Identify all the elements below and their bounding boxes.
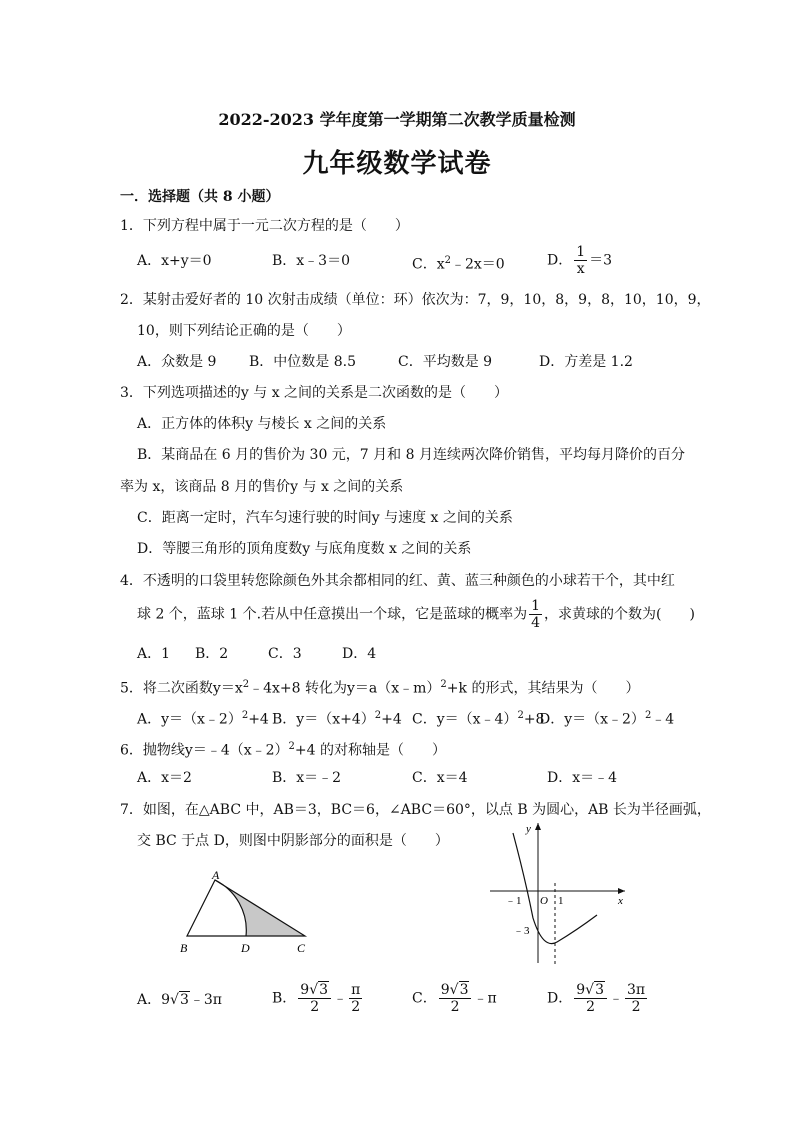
q1-c-pre: C．x	[412, 256, 445, 273]
q2-option-d: D．方差是 1.2	[539, 354, 633, 370]
q4-fraction	[529, 598, 542, 631]
q7-c-den: 2	[450, 999, 460, 1015]
q4-option-c: C．3	[268, 646, 302, 662]
q3-option-a: A．正方体的体积y 与棱长 x 之间的关系	[137, 416, 387, 432]
q7-b-pi-num: π	[351, 982, 361, 998]
q2-option-b: B．中位数是 8.5	[249, 354, 357, 370]
q5-option-b	[272, 707, 402, 729]
section-heading: 一．选择题（共 8 小题）	[120, 189, 280, 205]
question-3-stem: 3．下列选项描述的y 与 x 之间的关系是二次函数的是（ ）	[120, 385, 509, 401]
y-axis-arrow	[535, 823, 541, 830]
q7-option-d	[547, 982, 649, 1015]
q7-b-num-pre: 9	[300, 982, 310, 998]
label-origin: O	[540, 895, 548, 907]
q6-option-b: B．x＝﹣2	[272, 770, 342, 786]
q1-option-d	[547, 244, 612, 277]
q4-option-b: B．2	[195, 646, 229, 662]
exam-title: 九年级数学试卷	[302, 149, 492, 179]
q5-stem-c: +k 的形式，其结果为（ ）	[446, 680, 640, 697]
q7-b-frac2	[349, 982, 362, 1015]
q5-b-pre: B．y＝（x+4）	[272, 711, 375, 728]
q5-c-sup: 2	[517, 710, 524, 721]
q7-b-num: 9√3	[298, 982, 331, 999]
q1-d-post: ＝3	[589, 252, 613, 269]
q7-d-pre: D．	[547, 990, 573, 1007]
q7-b-num-rad: 3	[319, 982, 329, 998]
q7-d-frac1	[574, 982, 607, 1015]
q7-option-c	[412, 982, 497, 1015]
q6-stem-pre: 6．抛物线y＝﹣4（x﹣2）	[120, 742, 289, 759]
q7-d-pi-den: 2	[631, 999, 641, 1015]
q7-d-frac2	[625, 982, 647, 1015]
q7-a-radicand: 3	[179, 992, 189, 1008]
q6-option-d: D．x＝﹣4	[547, 770, 618, 786]
q7-d-num: 9√3	[574, 982, 607, 999]
q7-a-sqrt-sign: √	[170, 992, 179, 1008]
q1-c-sup: 2	[444, 255, 451, 266]
q1-d-num: 1	[576, 244, 586, 260]
label-one: 1	[558, 895, 564, 907]
q5-stem-sup2: 2	[440, 679, 447, 690]
q6-stem-sup: 2	[288, 741, 295, 752]
q5-option-a	[137, 707, 269, 729]
q3-option-c: C．距离一定时，汽车匀速行驶的时间y 与速度 x 之间的关系	[137, 510, 513, 526]
q5-d-post: ﹣4	[651, 711, 675, 728]
q3-option-b-line1: B．某商品在 6 月的售价为 30 元，7 月和 8 月连续两次降价销售，平均每月降价的百分	[137, 447, 685, 463]
label-c: C	[297, 941, 306, 955]
q1-d-den: x	[576, 261, 585, 277]
q2-option-a: A．众数是 9	[137, 354, 217, 370]
question-7-stem-line2: 交 BC 于点 D，则图中阴影部分的面积是（ ）	[137, 833, 449, 849]
question-2-stem-line1: 2．某射击爱好者的 10 次射击成绩（单位：环）依次为：7，9，10，8，9，8，10，10，9，	[120, 292, 711, 308]
q1-option-c	[412, 252, 505, 274]
parabola-graph	[485, 818, 635, 968]
q5-option-d	[539, 707, 674, 729]
q1-option-a: A．x+y＝0	[137, 253, 212, 269]
q5-a-pre: A．y＝（x﹣2）	[137, 711, 242, 728]
q5-b-sup: 2	[374, 710, 382, 721]
q4-option-a: A．1	[137, 646, 171, 662]
q7-a-post: ﹣3π	[189, 992, 222, 1008]
q5-c-pre: C．y＝（x﹣4）	[412, 711, 518, 728]
triangle-figure	[175, 870, 320, 960]
q3-option-b-line2: 率为 x，该商品 8 月的售价y 与 x 之间的关系	[120, 479, 404, 495]
q7-c-post: ﹣π	[473, 990, 497, 1007]
q3-option-d: D．等腰三角形的顶角度数y 与底角度数 x 之间的关系	[137, 541, 472, 557]
label-x-axis: x	[618, 895, 623, 907]
q7-c-num-rad: 3	[459, 982, 469, 998]
q4-stem-post: ，求黄球的个数为( )	[544, 606, 695, 623]
label-neg-one: ﹣1	[505, 895, 522, 907]
q4-frac-num: 1	[531, 598, 540, 614]
q1-option-b: B．x﹣3＝0	[272, 253, 350, 269]
q2-option-c: C．平均数是 9	[398, 354, 493, 370]
q5-stem-a: 5．将二次函数y＝x	[120, 680, 243, 697]
q4-frac-den: 4	[531, 615, 540, 631]
label-neg-three: ﹣3	[513, 925, 530, 937]
q7-c-num-pre: 9	[440, 982, 450, 998]
q7-b-frac1	[298, 982, 331, 1015]
q6-option-c: C．x＝4	[412, 770, 468, 786]
q4-stem-pre: 球 2 个，蓝球 1 个.若从中任意摸出一个球，它是蓝球的概率为	[137, 606, 528, 623]
q5-c-post: +8	[523, 711, 545, 728]
q7-b-pre: B．	[272, 990, 297, 1007]
q7-option-a	[137, 991, 222, 1009]
q7-b-den: 2	[310, 999, 320, 1015]
q7-d-pi-num: 3π	[627, 982, 646, 998]
q7-d-minus: ﹣	[609, 990, 623, 1007]
q1-d-pre: D．	[547, 252, 573, 269]
label-a: A	[212, 870, 220, 882]
q5-stem-b: ﹣4x+8 转化为y＝a（x﹣m）	[249, 680, 441, 697]
arc-ad	[215, 880, 246, 936]
q1-d-fraction	[574, 244, 587, 277]
question-4-stem-line2	[137, 598, 695, 631]
label-d: D	[241, 941, 250, 955]
question-2-stem-line2: 10，则下列结论正确的是（ ）	[137, 323, 351, 339]
q7-b-pi-den: 2	[351, 999, 361, 1015]
q5-stem-sup1: 2	[242, 679, 250, 690]
q4-option-d: D．4	[342, 646, 377, 662]
question-7-stem-line1: 7．如图，在△ABC 中，AB＝3，BC＝6，∠ABC＝60°，以点 B 为圆心，AB 长为半径画弧，	[120, 802, 711, 818]
q5-a-post: +4	[248, 711, 269, 728]
q6-stem-post: +4 的对称轴是（ ）	[294, 742, 446, 759]
q5-option-c	[412, 707, 544, 729]
x-axis-arrow	[618, 888, 625, 894]
q7-c-pre: C．	[412, 990, 437, 1007]
q5-d-sup: 2	[644, 710, 652, 721]
question-5-stem	[120, 676, 639, 698]
q7-c-num: 9√3	[439, 982, 472, 999]
q1-c-post: ﹣2x＝0	[450, 256, 505, 273]
q7-d-num-rad: 3	[595, 982, 604, 998]
q5-d-pre: D．y＝（x﹣2）	[539, 711, 645, 728]
q7-b-minus: ﹣	[333, 990, 348, 1007]
q6-option-a: A．x＝2	[137, 770, 192, 786]
q7-d-den: 2	[586, 999, 596, 1015]
q7-a-pre: A．9	[137, 992, 171, 1008]
q7-c-frac	[439, 982, 472, 1015]
question-1-stem: 1．下列方程中属于一元二次方程的是（ ）	[120, 218, 409, 234]
question-4-stem-line1: 4．不透明的口袋里转您除颜色外其余都相同的红、黄、蓝三种颜色的小球若干个，其中红	[120, 573, 675, 589]
q5-b-post: +4	[381, 711, 402, 728]
q7-d-num-pre: 9	[576, 982, 586, 998]
q7-option-b	[272, 982, 364, 1015]
label-b: B	[180, 941, 188, 955]
exam-subtitle: 2022-2023 学年度第一学期第二次教学质量检测	[218, 110, 576, 129]
q5-a-sup: 2	[241, 710, 249, 721]
question-6-stem	[120, 738, 446, 760]
label-y-axis: y	[526, 823, 531, 835]
